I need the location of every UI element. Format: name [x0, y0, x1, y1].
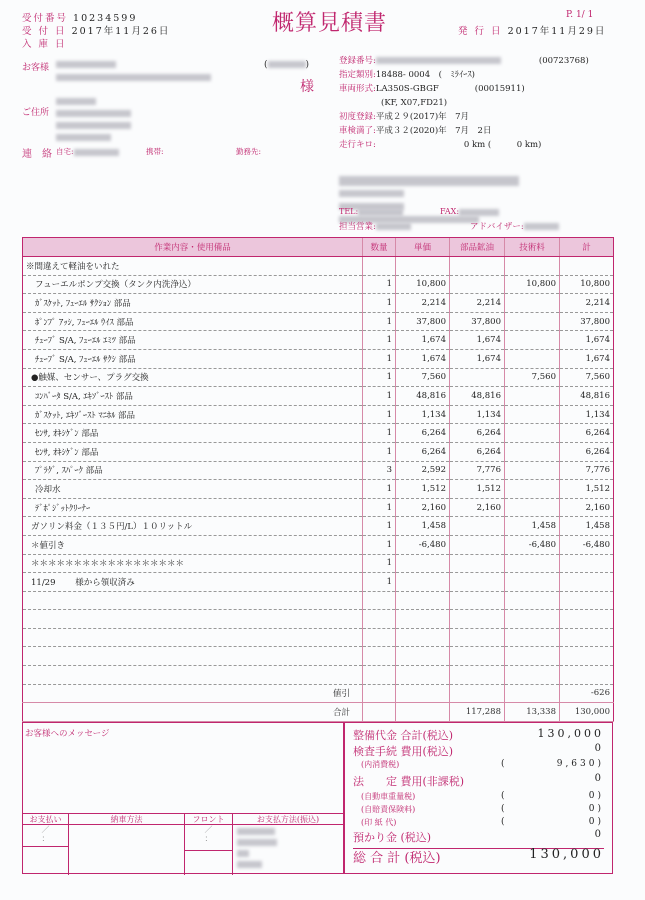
item-parts	[450, 554, 505, 573]
weight-tax: (自動車重量税) ( 0)	[361, 791, 604, 801]
mobile-label: 携帯:	[146, 147, 164, 156]
deposit	[353, 829, 604, 849]
label: アドバイザー:	[470, 222, 524, 232]
mileage	[339, 138, 589, 152]
type-class	[339, 68, 589, 82]
label: 総 合 計 (税込)	[353, 851, 441, 866]
item-description: ﾃﾞﾎﾟｼﾞｯﾄｸﾘｰﾅｰ	[23, 498, 363, 517]
item-unit-price: -6,480	[396, 535, 450, 554]
value: 2017年11月29日	[507, 26, 607, 37]
item-qty: 1	[363, 480, 396, 499]
empty-cell	[396, 647, 450, 666]
table-row	[23, 461, 614, 480]
home-phone	[56, 146, 119, 157]
payment-date	[23, 825, 68, 847]
summary-label: 合計	[23, 703, 363, 722]
empty-cell	[450, 666, 505, 685]
item-qty: 1	[363, 424, 396, 443]
item-unit-price	[396, 554, 450, 573]
item-qty	[363, 257, 396, 276]
item-total: 6,264	[560, 442, 614, 461]
item-total: 7,560	[560, 368, 614, 387]
sales-rep	[339, 220, 411, 232]
reg-number	[339, 54, 589, 68]
item-description: ｾﾝｻ, ｵｷｼｹﾞﾝ 部品	[23, 442, 363, 461]
vehicle-model	[339, 82, 589, 96]
item-qty: 1	[363, 442, 396, 461]
estimate-table	[22, 237, 614, 722]
empty-cell	[505, 666, 560, 685]
label: 整備代金 合計(税込)	[353, 729, 454, 742]
table-row	[23, 294, 614, 313]
value: 130,000	[529, 847, 604, 862]
item-total	[560, 554, 614, 573]
col-labor: 技術料	[505, 238, 560, 257]
item-total: 1,134	[560, 405, 614, 424]
empty-cell	[363, 684, 396, 703]
item-unit-price: 1,674	[396, 349, 450, 368]
value: 0	[594, 773, 604, 784]
empty-cell	[23, 647, 363, 666]
item-parts	[450, 368, 505, 387]
maintenance-total	[353, 727, 604, 743]
item-labor	[505, 294, 560, 313]
value: 18488- 0004 ( ﾐﾗｲｰｽ)	[375, 70, 476, 80]
grand-total	[353, 847, 604, 866]
page-title: 概算見積書	[272, 11, 388, 36]
tel	[339, 207, 403, 216]
item-total: 6,264	[560, 424, 614, 443]
message-label: お客様へのメッセージ	[25, 729, 110, 739]
value: 2017年11月26日	[71, 26, 171, 37]
table-row	[23, 517, 614, 536]
label: 法 定 費用(非課税)	[353, 775, 465, 788]
item-qty: 1	[363, 517, 396, 536]
empty-cell	[396, 610, 450, 629]
label: 検査手続 費用(税込)	[353, 745, 454, 758]
empty-cell	[505, 647, 560, 666]
address	[56, 96, 131, 144]
item-unit-price: 2,160	[396, 498, 450, 517]
item-parts	[450, 535, 505, 554]
item-unit-price: 1,134	[396, 405, 450, 424]
item-labor	[505, 331, 560, 350]
table-row	[23, 498, 614, 517]
item-description: フューエルポンプ交換（タンク内洗浄込）	[23, 275, 363, 294]
item-labor: 7,560	[505, 368, 560, 387]
item-unit-price: 1,458	[396, 517, 450, 536]
message-box	[22, 722, 344, 874]
item-labor	[505, 424, 560, 443]
item-description: ﾌﾟﾗｸﾞ, ｽﾊﾟｰｸ 部品	[23, 461, 363, 480]
empty-cell	[505, 610, 560, 629]
value: 0	[588, 817, 598, 827]
page-number: P. 1/ 1	[566, 10, 594, 20]
label: (印 紙 代)	[361, 818, 397, 827]
table-row	[23, 573, 614, 592]
customer-label: お客様	[22, 63, 50, 73]
slash: ／	[204, 825, 213, 834]
issue-date	[458, 23, 606, 37]
item-labor: -6,480	[505, 535, 560, 554]
item-description: ｾﾝｻ, ｵｷｼｹﾞﾝ 部品	[23, 424, 363, 443]
reception-date	[22, 23, 170, 37]
item-unit-price: 10,800	[396, 275, 450, 294]
colon: ：	[204, 834, 213, 843]
empty-cell	[560, 591, 614, 610]
label: 受 付 日	[22, 26, 67, 37]
item-parts: 6,264	[450, 424, 505, 443]
table-row	[23, 554, 614, 573]
item-qty: 3	[363, 461, 396, 480]
item-parts	[450, 573, 505, 592]
item-labor	[505, 387, 560, 406]
item-labor	[505, 349, 560, 368]
item-parts: 37,800	[450, 312, 505, 331]
item-parts: 1,134	[450, 405, 505, 424]
item-parts	[450, 517, 505, 536]
empty-row	[23, 591, 614, 610]
item-description: ｶﾞｽｹｯﾄ, ｴｷｿﾞｰｽﾄ ﾏﾆﾎﾙ 部品	[23, 405, 363, 424]
grand-total: 130,000	[560, 703, 614, 722]
item-qty: 1	[363, 387, 396, 406]
parts-total	[450, 684, 505, 703]
table-row	[23, 349, 614, 368]
value: 0	[588, 804, 598, 814]
item-description: ｶﾞｽｹｯﾄ, ﾌｭｰｴﾙ ｻｸｼｮﾝ 部品	[23, 294, 363, 313]
item-labor	[505, 257, 560, 276]
insurance: (自賠責保険料) ( 0)	[361, 804, 604, 814]
model-sub: (KF, X07,FD21)	[381, 98, 448, 108]
label: 車検満了:	[339, 126, 376, 136]
item-total: 2,214	[560, 294, 614, 313]
customer-code: ( )	[264, 60, 310, 70]
summary-box	[344, 722, 613, 874]
table-row	[23, 405, 614, 424]
item-description: ﾎﾟﾝﾌﾟ ｱｯｼ, ﾌｭｰｴﾙ ｳｲｽ 部品	[23, 312, 363, 331]
inspection-expiry	[339, 124, 589, 138]
item-labor	[505, 573, 560, 592]
item-labor	[505, 480, 560, 499]
table-row	[23, 480, 614, 499]
item-parts: 6,264	[450, 442, 505, 461]
item-total: 1,674	[560, 349, 614, 368]
item-qty: 1	[363, 349, 396, 368]
item-total: -6,480	[560, 535, 614, 554]
empty-cell	[505, 628, 560, 647]
empty-cell	[23, 591, 363, 610]
table-header	[23, 238, 614, 257]
item-qty: 1	[363, 368, 396, 387]
item-description: ＊＊＊＊＊＊＊＊＊＊＊＊＊＊＊＊＊＊	[23, 554, 363, 573]
item-parts: 1,512	[450, 480, 505, 499]
empty-cell	[560, 628, 614, 647]
table-row	[23, 257, 614, 276]
delivery-col	[69, 814, 185, 875]
empty-cell	[396, 703, 450, 722]
label: 初度登録:	[339, 112, 376, 122]
empty-cell	[23, 666, 363, 685]
item-qty: 1	[363, 554, 396, 573]
label: (自賠責保険料)	[361, 805, 416, 814]
label: フロント	[185, 814, 232, 825]
item-description: ｺﾝﾊﾞｰﾀ S/A, ｴｷｿﾞｰｽﾄ 部品	[23, 387, 363, 406]
item-parts: 7,776	[450, 461, 505, 480]
table-row	[23, 331, 614, 350]
item-parts: 1,674	[450, 349, 505, 368]
labor-total	[505, 684, 560, 703]
item-unit-price: 48,816	[396, 387, 450, 406]
item-description: ●触媒、センサー、プラグ交換	[23, 368, 363, 387]
empty-row	[23, 647, 614, 666]
label: 登録番号:	[339, 56, 376, 66]
item-total: 37,800	[560, 312, 614, 331]
value: 0 km ( 0 km)	[463, 140, 542, 150]
item-qty: 1	[363, 535, 396, 554]
slash: ／	[41, 825, 50, 834]
label: お支払方法(振込)	[233, 814, 343, 825]
item-total: 2,160	[560, 498, 614, 517]
item-parts: 48,816	[450, 387, 505, 406]
empty-cell	[450, 610, 505, 629]
value: 130,000	[537, 727, 604, 740]
empty-cell	[363, 591, 396, 610]
item-total	[560, 573, 614, 592]
empty-cell	[396, 628, 450, 647]
item-labor	[505, 405, 560, 424]
empty-cell	[396, 591, 450, 610]
item-labor: 10,800	[505, 275, 560, 294]
item-unit-price	[396, 257, 450, 276]
item-labor	[505, 554, 560, 573]
empty-cell	[363, 628, 396, 647]
work-label: 勤務先:	[236, 147, 262, 156]
empty-row	[23, 610, 614, 629]
label: お支払い	[23, 814, 68, 825]
value: 0	[594, 829, 604, 840]
empty-cell	[363, 703, 396, 722]
table-row	[23, 368, 614, 387]
item-total: 7,776	[560, 461, 614, 480]
item-unit-price: 2,214	[396, 294, 450, 313]
first-registration	[339, 110, 589, 124]
table-row	[23, 442, 614, 461]
item-parts: 2,214	[450, 294, 505, 313]
col-parts: 部品鉱油	[450, 238, 505, 257]
item-qty: 1	[363, 405, 396, 424]
item-labor	[505, 312, 560, 331]
parts-total: 117,288	[450, 703, 505, 722]
item-labor: 1,458	[505, 517, 560, 536]
label: 預かり金 (税込)	[353, 831, 432, 844]
payment-col	[23, 814, 69, 875]
value: 平成２９(2017)年 7月	[375, 112, 470, 122]
value: 9,630	[556, 759, 598, 769]
item-labor	[505, 442, 560, 461]
front-col	[185, 814, 233, 875]
empty-cell	[23, 610, 363, 629]
empty-cell	[450, 628, 505, 647]
label: (自動車重量税)	[361, 792, 416, 801]
colon: ：	[41, 834, 50, 843]
value: (00015911)	[474, 84, 525, 94]
item-total: 1,458	[560, 517, 614, 536]
item-qty: 1	[363, 312, 396, 331]
empty-cell	[505, 591, 560, 610]
item-parts: 2,160	[450, 498, 505, 517]
item-unit-price: 2,592	[396, 461, 450, 480]
item-unit-price: 7,560	[396, 368, 450, 387]
item-description: ※間違えて軽油をいれた	[23, 257, 363, 276]
item-total	[560, 257, 614, 276]
empty-cell	[560, 610, 614, 629]
item-description: 冷却水	[23, 480, 363, 499]
empty-cell	[560, 647, 614, 666]
empty-row	[23, 628, 614, 647]
arrival-date-label: 入 庫 日	[22, 39, 67, 50]
col-total: 計	[560, 238, 614, 257]
address-label: ご住所	[22, 108, 50, 118]
grand-total: -626	[560, 684, 614, 703]
contact-label: 連 絡	[22, 149, 52, 160]
empty-cell	[450, 591, 505, 610]
empty-cell	[396, 666, 450, 685]
item-parts: 1,674	[450, 331, 505, 350]
consumption-tax: (内消費税) ( 9,630)	[361, 759, 604, 769]
label: 自宅:	[56, 147, 74, 156]
empty-cell	[363, 666, 396, 685]
bank-info	[233, 825, 343, 873]
col-description: 作業内容・使用備品	[23, 238, 363, 257]
item-labor	[505, 498, 560, 517]
labor-total: 13,338	[505, 703, 560, 722]
total-row	[23, 703, 614, 722]
item-total: 1,512	[560, 480, 614, 499]
table-row	[23, 275, 614, 294]
item-total: 48,816	[560, 387, 614, 406]
item-unit-price	[396, 573, 450, 592]
value: 0	[588, 791, 598, 801]
item-qty: 1	[363, 331, 396, 350]
value: 10234599	[73, 13, 138, 24]
col-qty: 数量	[363, 238, 396, 257]
legal-fees	[353, 773, 604, 789]
fax	[440, 207, 499, 216]
item-parts	[450, 275, 505, 294]
empty-cell	[560, 666, 614, 685]
label: 納車方法	[69, 814, 184, 825]
empty-cell	[23, 628, 363, 647]
label: TEL:	[339, 207, 359, 216]
item-unit-price: 37,800	[396, 312, 450, 331]
item-unit-price: 6,264	[396, 424, 450, 443]
table-row	[23, 387, 614, 406]
label: 受付番号	[22, 13, 69, 24]
item-description: 11/29 様から領収済み	[23, 573, 363, 592]
item-parts	[450, 257, 505, 276]
item-qty: 1	[363, 498, 396, 517]
table-row	[23, 535, 614, 554]
item-description: ﾁｭｰﾌﾞ S/A, ﾌｭｰｴﾙ ｻｸｼ 部品	[23, 349, 363, 368]
vehicle-info	[339, 54, 589, 152]
label: 指定類別:	[339, 70, 376, 80]
method-col	[233, 814, 343, 875]
item-description: ガソリン料金（１３５円/L）１０リットル	[23, 517, 363, 536]
table-row	[23, 312, 614, 331]
item-description: ＊値引き	[23, 535, 363, 554]
item-total: 10,800	[560, 275, 614, 294]
table-row	[23, 424, 614, 443]
empty-row	[23, 666, 614, 685]
item-description: ﾁｭｰﾌﾞ S/A, ﾌｭｰｴﾙ ｴﾐﾂ 部品	[23, 331, 363, 350]
reception-number	[22, 10, 137, 24]
value: (00723768)	[538, 56, 589, 66]
customer-suffix: 様	[300, 79, 314, 95]
item-qty: 1	[363, 573, 396, 592]
value: 平成３２(2020)年 7月 2日	[375, 126, 492, 136]
item-labor	[505, 461, 560, 480]
empty-cell	[396, 684, 450, 703]
empty-cell	[363, 610, 396, 629]
inspection-fee	[353, 743, 604, 759]
value: 0	[594, 743, 604, 754]
empty-cell	[450, 647, 505, 666]
label: 車両形式:	[339, 84, 376, 94]
label: 発 行 日	[458, 26, 503, 37]
summary-label: 値引	[23, 684, 363, 703]
front-date	[185, 825, 232, 851]
label: 走行キロ:	[339, 140, 376, 150]
item-unit-price: 6,264	[396, 442, 450, 461]
item-qty: 1	[363, 275, 396, 294]
item-unit-price: 1,674	[396, 331, 450, 350]
payment-grid	[23, 813, 343, 875]
label: (内消費税)	[361, 760, 400, 769]
value: LA350S-GBGF	[375, 84, 439, 94]
discount-row	[23, 684, 614, 703]
stamp-fee: (印 紙 代) ( 0)	[361, 817, 604, 827]
item-qty: 1	[363, 294, 396, 313]
customer-name	[56, 60, 211, 81]
label: FAX:	[440, 207, 460, 216]
advisor	[470, 220, 559, 232]
item-total: 1,674	[560, 331, 614, 350]
item-unit-price: 1,512	[396, 480, 450, 499]
col-unit-price: 単価	[396, 238, 450, 257]
empty-cell	[363, 647, 396, 666]
label: 担当営業:	[339, 222, 376, 232]
